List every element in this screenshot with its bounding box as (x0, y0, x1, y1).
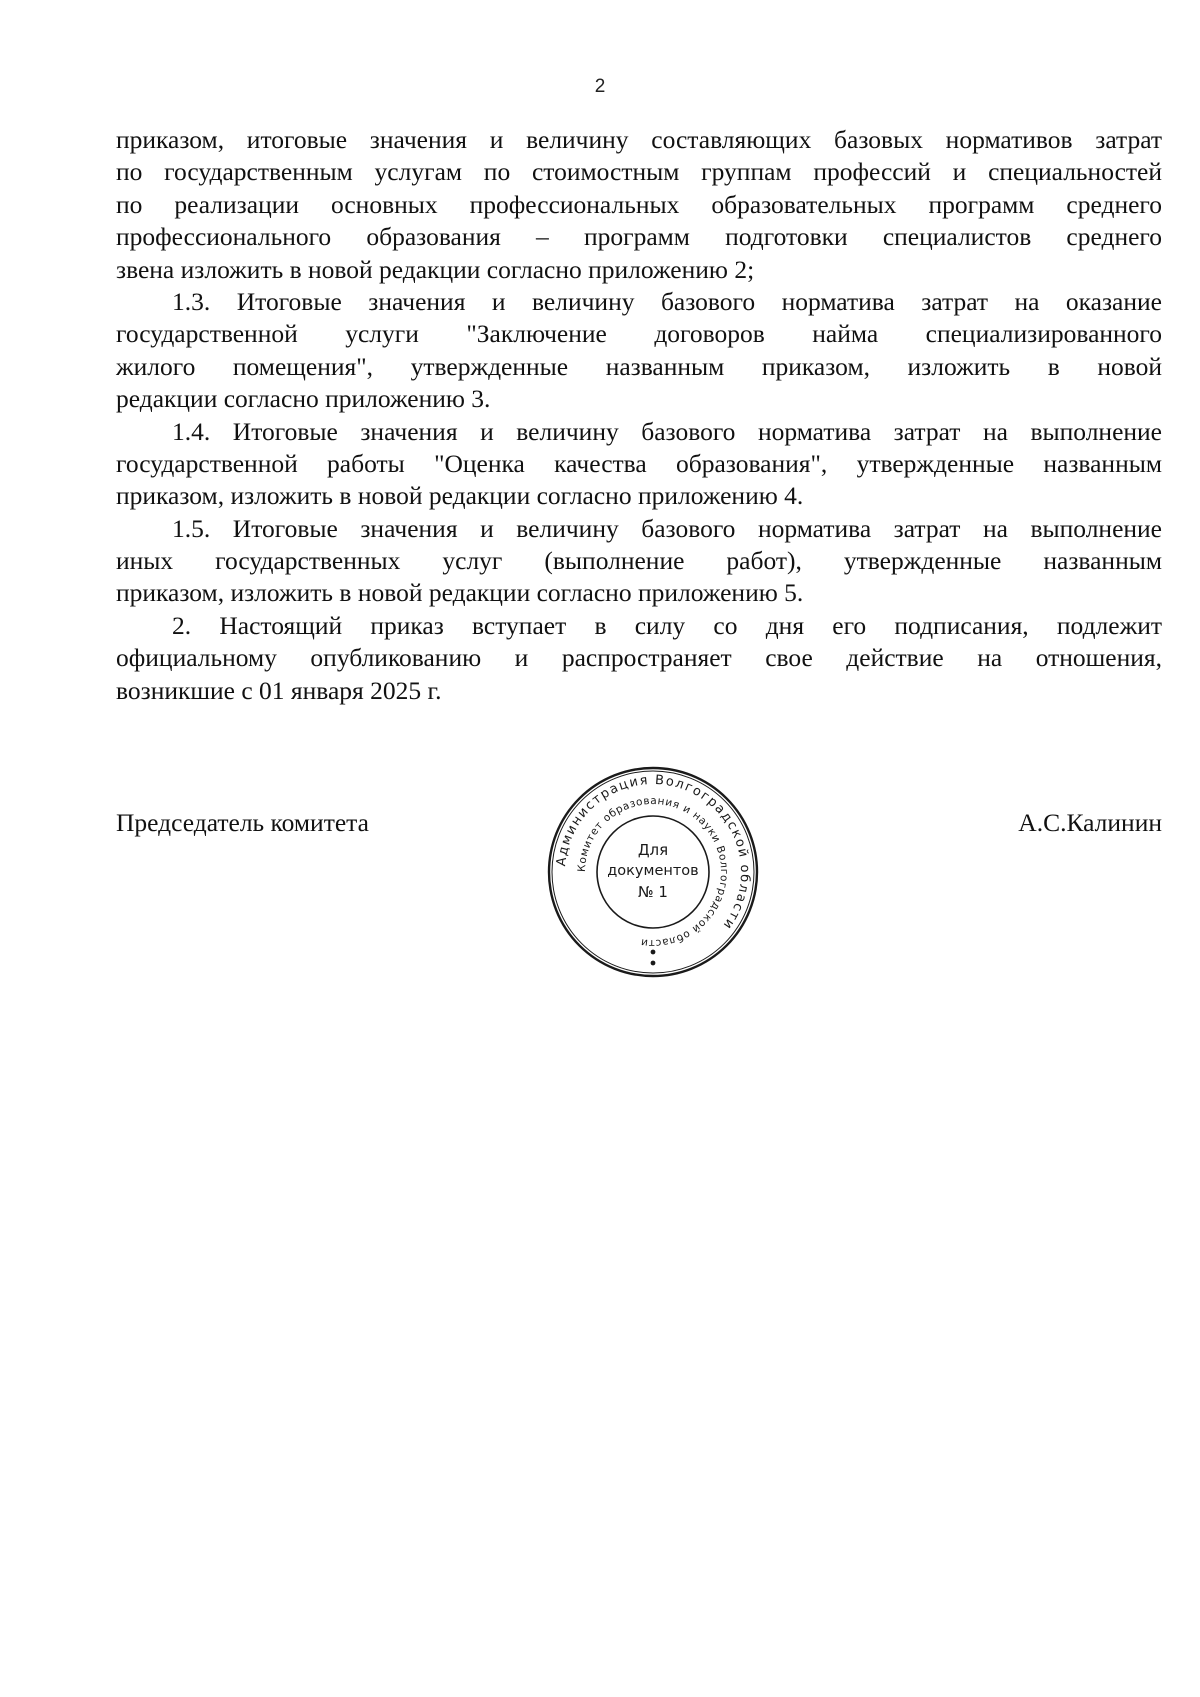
text-line: 1.4. Итоговые значения и величину базового норматива затрат на выполнение (172, 416, 1162, 446)
paragraph-1-5 (116, 513, 1162, 610)
text-line: редакции согласно приложению 3. (116, 384, 491, 414)
text-line: 2. Настоящий приказ вступает в силу со дня его подписания, подлежит (172, 610, 1162, 640)
text-line: приказом, изложить в новой редакции согласно приложению 5. (116, 578, 804, 608)
text-line: иных государственных услуг (выполнение работ), утвержденные названным (116, 546, 1162, 576)
text-line: возникшие с 01 января 2025 г. (116, 675, 442, 705)
text-line: официальному опубликованию и распространяет свое действие на отношения, (116, 643, 1162, 673)
page-number: 2 (594, 76, 606, 97)
stamp-graphic (545, 764, 761, 980)
text-line: государственной услуги "Заключение договоров найма специализированного (116, 319, 1162, 349)
stamp-outer-text: Администрация Волгоградской области (554, 772, 753, 933)
stamp-center-line-2: документов (607, 863, 699, 879)
text-line: профессионального образования – программ подготовки специалистов среднего (116, 222, 1162, 252)
paragraph-2 (116, 610, 1162, 707)
stamp-dot (651, 950, 656, 955)
stamp-center-line-3: № 1 (638, 883, 668, 901)
text-line: приказом, итоговые значения и величину составляющих базовых нормативов затрат (116, 125, 1162, 154)
text-line: жилого помещения", утвержденные названным приказом, изложить в новой (116, 351, 1162, 381)
signatory-title: Председатель комитета (116, 808, 369, 837)
paragraph-1-continuation (116, 124, 1162, 286)
stamp-center-line-1: Для (637, 841, 669, 859)
stamp-dot (651, 961, 656, 966)
text-line: по государственным услугам по стоимостным группам профессий и специальностей (116, 157, 1162, 187)
paragraph-1-4 (116, 416, 1162, 513)
text-line: по реализации основных профессиональных образовательных программ среднего (116, 189, 1162, 219)
signatory-name: А.С.Калинин (1018, 808, 1162, 837)
text-line: государственной работы "Оценка качества образования", утвержденные названным (116, 448, 1162, 478)
official-stamp (545, 764, 761, 980)
text-line: 1.5. Итоговые значения и величину базового норматива затрат на выполнение (172, 513, 1162, 543)
stamp-inner-text: Комитет образования и науки Волгоградской области (575, 794, 731, 950)
paragraph-1-3 (116, 286, 1162, 416)
text-line: приказом, изложить в новой редакции согласно приложению 4. (116, 481, 804, 511)
text-line: 1.3. Итоговые значения и величину базового норматива затрат на оказание (172, 286, 1162, 316)
text-line: звена изложить в новой редакции согласно приложению 2; (116, 254, 755, 284)
document-body (116, 124, 1162, 707)
